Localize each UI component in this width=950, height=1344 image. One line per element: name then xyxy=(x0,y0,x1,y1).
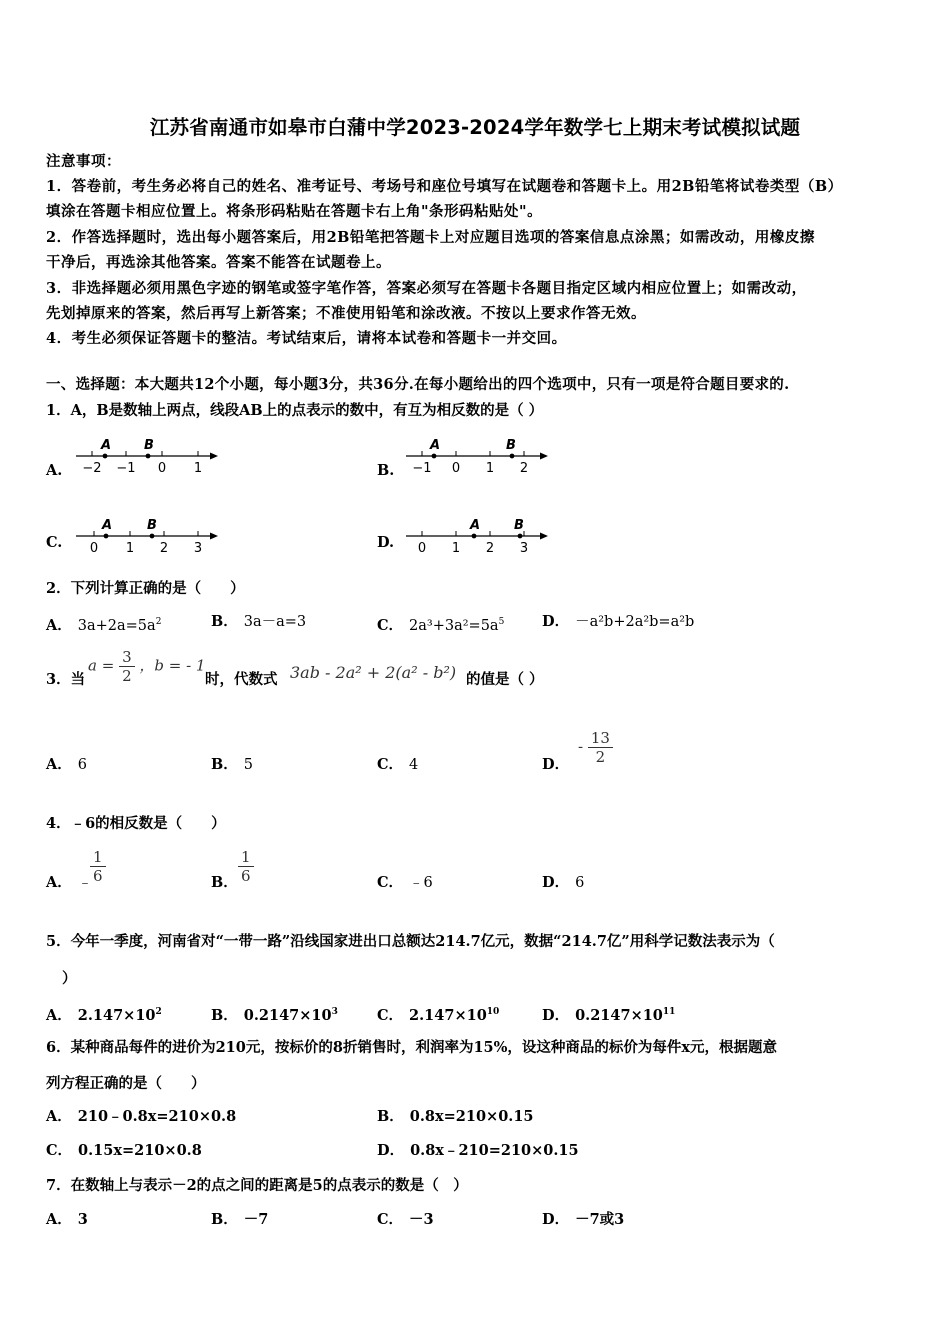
q2-option-b: B． 3a－a=3 xyxy=(211,613,307,630)
point-b-label: B xyxy=(506,438,516,453)
q5-option-a: A． $2.147\times 10^2$ xyxy=(46,1007,162,1024)
number-line-d xyxy=(402,512,552,556)
notice-line: 4．考生必须保证答题卡的整洁。考试结束后，请将本试卷和答题卡一并交回。 xyxy=(46,330,567,347)
q3-option-d-value: - $\frac{13}{2}$ xyxy=(578,729,613,766)
q1-option-d-label: D. xyxy=(377,534,395,551)
q3-mid: 时，代数式 xyxy=(205,671,278,688)
q5-option-c: C． $2.147\times 10^{10}$ xyxy=(377,1007,500,1024)
question-3-prefix: 3．当 xyxy=(46,671,86,688)
tick-label: 1 xyxy=(451,541,461,556)
number-line-a xyxy=(72,432,222,476)
point-a xyxy=(103,454,108,459)
q3-expression: 3ab - 2a² + 2(a² - b²) xyxy=(290,663,457,682)
tick-label: 2 xyxy=(519,461,529,476)
point-a xyxy=(472,534,477,539)
tick-label: 1 xyxy=(125,541,135,556)
q4-option-a-label: A． ﹣ xyxy=(46,874,93,891)
fraction-one-sixth: $\frac{1}{6}$ xyxy=(238,848,254,885)
q3-suffix: 的值是（ ） xyxy=(466,671,544,688)
q4-option-a-value xyxy=(90,848,106,885)
tick-label: 0 xyxy=(157,461,167,476)
q6-option-a: A． 210﹣0.8x=210×0.8 xyxy=(46,1108,237,1125)
number-line-b xyxy=(402,432,552,476)
tick-label: 1 xyxy=(193,461,203,476)
q7-option-a: A． 3 xyxy=(46,1211,88,1228)
section-heading: 一、选择题：本大题共12个小题，每小题3分，共36分.在每小题给出的四个选项中，只有一项是符合题目要求的. xyxy=(46,376,790,393)
question-6-stem-end: 列方程正确的是（ ） xyxy=(46,1075,206,1092)
fraction-one-sixth: $\frac{1}{6}$ xyxy=(90,848,106,885)
point-b xyxy=(146,454,151,459)
q6-option-c: C． 0.15x=210×0.8 xyxy=(46,1142,202,1159)
question-5-stem: 5．今年一季度，河南省对“一带一路”沿线国家进出口总额达214.7亿元，数据“214.7亿”用科学记数法表示为（ xyxy=(46,933,775,950)
notice-line: 先划掉原来的答案，然后再写上新答案；不准使用铅笔和涂改液。不按以上要求作答无效。 xyxy=(46,305,646,322)
notice-line: 3．非选择题必须用黑色字迹的钢笔或签字笔作答，答案必须写在答题卡各题目指定区域内相应位置上；如需改动， xyxy=(46,280,807,297)
axis-arrow xyxy=(210,453,218,460)
q7-option-b: B． －7 xyxy=(211,1211,269,1228)
tick-label: 3 xyxy=(519,541,529,556)
q3-option-a: A． 6 xyxy=(46,756,87,773)
q1-option-a-label: A. xyxy=(46,462,63,479)
tick-label: 3 xyxy=(193,541,203,556)
tick-label: 2 xyxy=(159,541,169,556)
q6-option-d: D． 0.8x﹣210=210×0.15 xyxy=(377,1142,579,1159)
page-title: 江苏省南通市如皋市白蒲中学2023-2024学年数学七上期末考试模拟试题 xyxy=(149,116,801,139)
q2-option-c: C． $2a^3+3a^2=5a^5$ xyxy=(377,617,505,634)
q5-option-b: B． $0.2147\times 10^3$ xyxy=(211,1007,338,1024)
tick-label: 0 xyxy=(451,461,461,476)
question-5-stem-end: ） xyxy=(62,970,77,987)
notice-line: 干净后，再选涂其他答案。答案不能答在试题卷上。 xyxy=(46,254,391,271)
fraction-three-halves: $\frac{3}{2}$ xyxy=(119,648,135,685)
q3-option-d: D． xyxy=(542,756,570,773)
tick-label: −1 xyxy=(116,461,136,476)
notice-line: 1．答卷前，考生务必将自己的姓名、准考证号、考场号和座位号填写在试题卷和答题卡上。用2B铅笔将试卷类型（B） xyxy=(46,178,843,195)
q1-option-b-label: B. xyxy=(377,462,395,479)
question-2-stem: 2．下列计算正确的是（ ） xyxy=(46,580,245,597)
point-b-label: B xyxy=(514,518,524,533)
q4-option-d: D． 6 xyxy=(542,874,585,891)
question-7-stem: 7．在数轴上与表示－2的点之间的距离是5的点表示的数是（ ） xyxy=(46,1177,468,1194)
point-a-label: A xyxy=(102,518,113,533)
point-b xyxy=(510,454,515,459)
q5-option-d: D． $0.2147\times 10^{11}$ xyxy=(542,1007,676,1024)
q3-option-c: C． 4 xyxy=(377,756,419,773)
point-b-label: B xyxy=(144,438,154,453)
question-4-stem: 4．﹣6的相反数是（ ） xyxy=(46,815,226,832)
axis-arrow xyxy=(210,533,218,540)
tick-label: −1 xyxy=(412,461,432,476)
axis-arrow xyxy=(540,453,548,460)
tick-label: 1 xyxy=(485,461,495,476)
notice-heading: 注意事项： xyxy=(46,153,121,170)
tick-label: 0 xyxy=(417,541,427,556)
tick-label: 0 xyxy=(89,541,99,556)
q4-option-b-label: B． xyxy=(211,874,238,891)
point-a xyxy=(432,454,437,459)
point-b-label: B xyxy=(147,518,157,533)
point-a-label: A xyxy=(101,438,112,453)
tick-label: −2 xyxy=(82,461,102,476)
number-line-c xyxy=(72,512,222,556)
q2-option-d: D． －a²b+2a²b=a²b xyxy=(542,613,695,630)
q4-option-c: C． ﹣6 xyxy=(377,874,433,891)
q7-option-c: C． －3 xyxy=(377,1211,434,1228)
axis-arrow xyxy=(540,533,548,540)
q7-option-d: D． －7或3 xyxy=(542,1211,625,1228)
q1-option-c-label: C. xyxy=(46,534,63,551)
question-6-stem: 6．某种商品每件的进价为210元，按标价的8折销售时，利润率为15%，设这种商品的标价为每件x元，根据题意 xyxy=(46,1039,778,1056)
notice-line: 2．作答选择题时，选出每小题答案后，用2B铅笔把答题卡上对应题目选项的答案信息点涂黑；如需改动，用橡皮擦 xyxy=(46,229,815,246)
q6-option-b: B． 0.8x=210×0.15 xyxy=(377,1108,534,1125)
q4-option-b-value xyxy=(238,848,254,885)
point-a xyxy=(104,534,109,539)
fraction-thirteen-halves: $\frac{13}{2}$ xyxy=(588,729,613,766)
notice-line: 填涂在答题卡相应位置上。将条形码粘贴在答题卡右上角"条形码粘贴处"。 xyxy=(46,203,543,220)
point-a-label: A xyxy=(430,438,441,453)
q3-option-b: B． 5 xyxy=(211,756,253,773)
q2-option-a: A． $3a+2a=5a^2$ xyxy=(46,617,162,634)
point-a-label: A xyxy=(470,518,481,533)
q3-condition: a = $\frac{3}{2}$ ，b = - 1 xyxy=(88,648,206,685)
point-b xyxy=(518,534,523,539)
question-1-stem: 1．A，B是数轴上两点，线段AB上的点表示的数中，有互为相反数的是（ ） xyxy=(46,402,544,419)
point-b xyxy=(150,534,155,539)
tick-label: 2 xyxy=(485,541,495,556)
